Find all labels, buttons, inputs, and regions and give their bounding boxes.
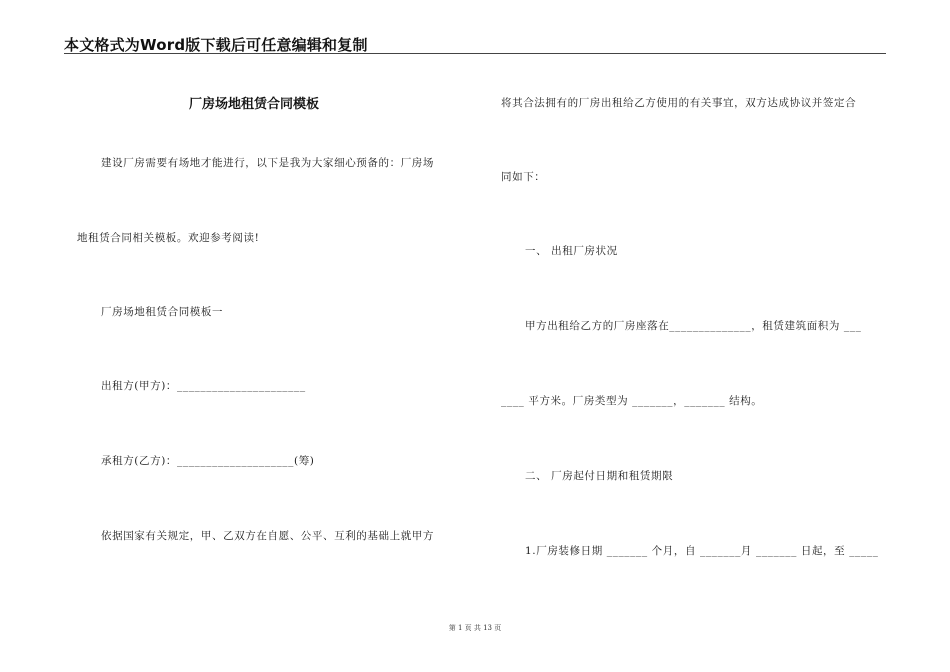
factory-location-line: 甲方出租给乙方的厂房座落在______________，租赁建筑面积为 ___ [525,320,862,332]
left-paragraph-line-1: 建设厂房需要有场地才能进行，以下是我为大家细心预备的：厂房场 [101,157,434,169]
document-title: 厂房场地租赁合同模板 [189,97,320,112]
page-number-footer: 第 1 页 共 13 页 [448,624,502,632]
lessee-party-b-line: 承租方(乙方)：____________________(筹) [101,455,315,467]
decoration-period-line: 1.厂房装修日期 _______ 个月，自 _______月 _______ 日起，至 _____ [525,545,879,557]
template-one-heading: 厂房场地租赁合同模板一 [101,306,224,318]
factory-area-type-line: ____ 平方米。厂房类型为 _______，_______ 结构。 [501,395,763,407]
header-divider [64,53,886,54]
right-paragraph-line-1: 将其合法拥有的厂房出租给乙方使用的有关事宜，双方达成协议并签定合 [501,97,857,109]
left-paragraph-line-2: 地租赁合同相关模板。欢迎参考阅读! [77,232,260,244]
left-paragraph-line-6: 依据国家有关规定，甲、乙双方在自愿、公平、互利的基础上就甲方 [101,530,434,542]
section-one-heading: 一、 出租厂房状况 [525,245,618,257]
section-two-heading: 二、 厂房起付日期和租赁期限 [525,470,674,482]
document-header-banner: 本文格式为Word版下载后可任意编辑和复制 [64,36,368,54]
lessor-party-a-line: 出租方(甲方)：______________________ [101,380,306,392]
right-paragraph-line-2: 同如下： [501,171,546,183]
